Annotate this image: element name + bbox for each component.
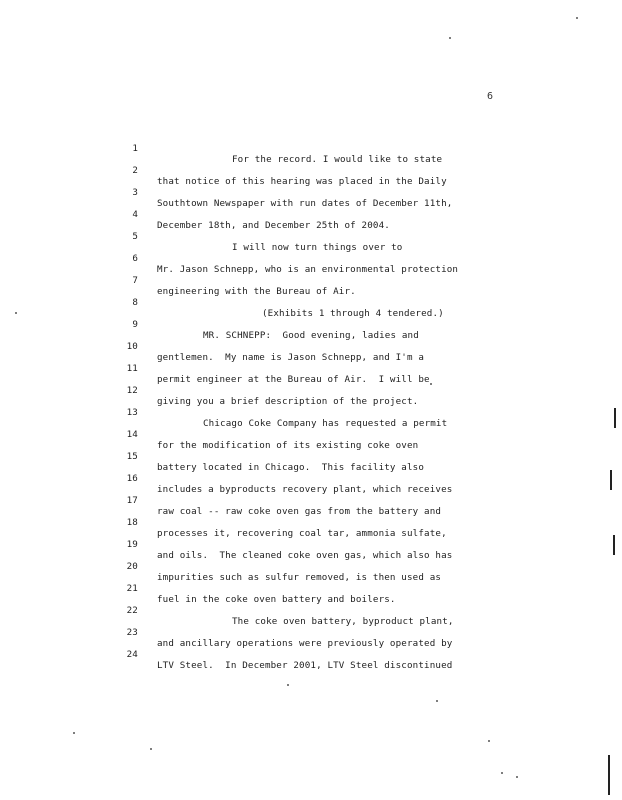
- line-text: Mr. Jason Schnepp, who is an environmental protection: [157, 264, 459, 275]
- scan-speck: [576, 17, 578, 19]
- line-text: (Exhibits 1 through 4 tendered.): [262, 308, 444, 319]
- line-text: includes a byproducts recovery plant, which receives: [157, 484, 453, 495]
- line-number: 11: [126, 363, 138, 374]
- transcript-line: [0, 242, 622, 275]
- scan-speck: [150, 748, 152, 750]
- transcript-line: [0, 286, 622, 319]
- transcript-line: [0, 220, 622, 253]
- line-text: impurities such as sulfur removed, is then used as: [157, 572, 442, 583]
- transcript-line: [0, 418, 622, 451]
- line-text: Southtown Newspaper with run dates of December 11th,: [157, 198, 453, 209]
- line-text: and ancillary operations were previously operated by: [157, 638, 453, 649]
- line-text: and oils. The cleaned coke oven gas, which also has: [157, 550, 453, 561]
- page-number: 6: [487, 91, 494, 102]
- line-text: December 18th, and December 25th of 2004.: [157, 220, 390, 231]
- transcript-line: [0, 638, 622, 671]
- line-number: 3: [132, 187, 138, 198]
- transcript-line: [0, 396, 622, 429]
- line-number: 2: [132, 165, 138, 176]
- line-text: I will now turn things over to: [232, 242, 403, 253]
- line-text: battery located in Chicago. This facility also: [157, 462, 425, 473]
- line-text: The coke oven battery, byproduct plant,: [232, 616, 454, 627]
- transcript-line: [0, 550, 622, 583]
- scan-mark: [610, 470, 612, 490]
- transcript-line: [0, 506, 622, 539]
- scan-speck: [287, 684, 289, 686]
- line-text: fuel in the coke oven battery and boilers.: [157, 594, 396, 605]
- transcript-line: [0, 330, 622, 363]
- line-number: 24: [126, 649, 138, 660]
- line-text: that notice of this hearing was placed in the Daily: [157, 176, 447, 187]
- transcript-line: [0, 154, 622, 187]
- line-text: processes it, recovering coal tar, ammonia sulfate,: [157, 528, 447, 539]
- scan-mark: [608, 755, 610, 795]
- line-text: giving you a brief description of the project.: [157, 396, 419, 407]
- scan-speck: [15, 312, 17, 314]
- line-number: 21: [126, 583, 138, 594]
- scan-speck: [430, 383, 432, 385]
- line-text: LTV Steel. In December 2001, LTV Steel discontinued: [157, 660, 453, 671]
- line-number: 22: [126, 605, 138, 616]
- transcript-line: [0, 264, 622, 297]
- scan-speck: [488, 740, 490, 742]
- scan-speck: [516, 776, 518, 778]
- line-number: 16: [126, 473, 138, 484]
- line-text: raw coal -- raw coke oven gas from the battery and: [157, 506, 442, 517]
- line-number: 18: [126, 517, 138, 528]
- line-text: For the record. I would like to state: [232, 154, 443, 165]
- transcript-line: [0, 528, 622, 561]
- line-text: for the modification of its existing coke oven: [157, 440, 419, 451]
- transcript-line: [0, 440, 622, 473]
- line-text: MR. SCHNEPP: Good evening, ladies and: [203, 330, 419, 341]
- transcript-line: [0, 308, 622, 341]
- transcript-line: [0, 616, 622, 649]
- line-number: 1: [132, 143, 138, 154]
- line-number: 15: [126, 451, 138, 462]
- line-number: 9: [132, 319, 138, 330]
- line-number: 20: [126, 561, 138, 572]
- line-number: 12: [126, 385, 138, 396]
- line-number: 14: [126, 429, 138, 440]
- transcript-line: [0, 132, 622, 165]
- line-number: 8: [132, 297, 138, 308]
- scan-speck: [449, 37, 451, 39]
- scan-mark: [613, 535, 615, 555]
- transcript-line: [0, 352, 622, 385]
- transcript-line: [0, 484, 622, 517]
- transcript-line: [0, 198, 622, 231]
- scan-speck: [501, 772, 503, 774]
- scan-mark: [614, 408, 616, 428]
- scan-speck: [436, 700, 438, 702]
- line-number: 6: [132, 253, 138, 264]
- line-number: 17: [126, 495, 138, 506]
- transcript-line: [0, 572, 622, 605]
- line-number: 13: [126, 407, 138, 418]
- line-text: permit engineer at the Bureau of Air. I will be: [157, 374, 430, 385]
- line-number: 23: [126, 627, 138, 638]
- line-number: 4: [132, 209, 138, 220]
- line-number: 19: [126, 539, 138, 550]
- line-number: 10: [126, 341, 138, 352]
- transcript-line: [0, 462, 622, 495]
- scan-speck: [73, 732, 75, 734]
- transcript-line: [0, 176, 622, 209]
- line-number: 7: [132, 275, 138, 286]
- transcript-line: [0, 374, 622, 407]
- line-text: engineering with the Bureau of Air.: [157, 286, 356, 297]
- line-text: gentlemen. My name is Jason Schnepp, and I'm a: [157, 352, 425, 363]
- line-text: Chicago Coke Company has requested a permit: [203, 418, 448, 429]
- transcript-line: [0, 594, 622, 627]
- line-number: 5: [132, 231, 138, 242]
